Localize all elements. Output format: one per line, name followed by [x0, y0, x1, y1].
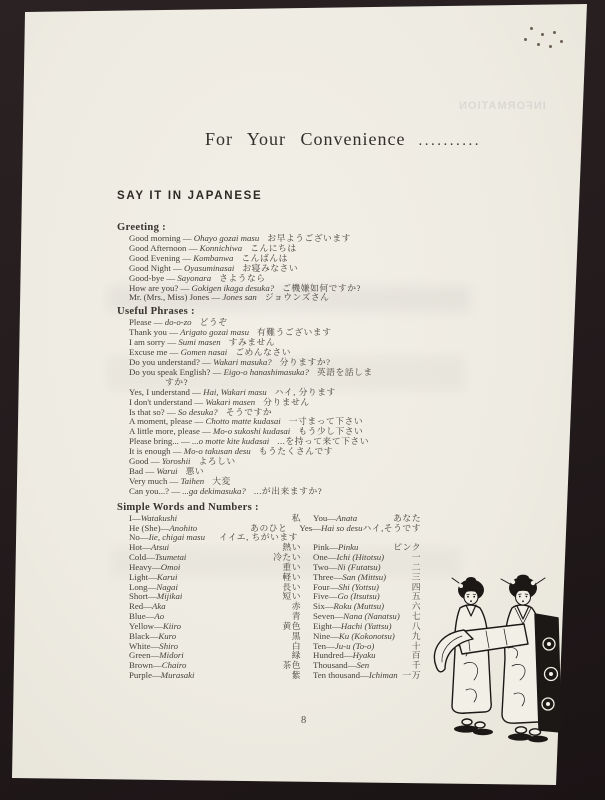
japanese-text: 長い — [282, 581, 301, 592]
japanese-text: 重い — [282, 561, 301, 572]
english-text: Black — [129, 630, 150, 641]
english-text: Cold — [129, 552, 147, 563]
japanese-text: 短い — [282, 591, 301, 602]
japanese-text: こんばんは — [241, 252, 288, 263]
dash-separator: — — [148, 591, 157, 602]
word-cell-left — [129, 671, 301, 681]
english-text: A little more, please — [129, 426, 200, 437]
dash-separator: — — [152, 660, 162, 671]
english-text: Yes — [299, 522, 313, 533]
dash-separator: — — [170, 446, 184, 457]
romaji-text: Pinku — [337, 542, 359, 553]
romaji-text: Kiiro — [162, 620, 182, 631]
english-text: Do you understand? — [129, 356, 200, 367]
dash-separator: — — [326, 640, 335, 651]
romaji-text: Mo-o takusan desu — [183, 446, 251, 457]
dash-separator: — — [186, 242, 200, 253]
romaji-text: Ichi (Hitotsu) — [336, 552, 385, 563]
japanese-text: 熱い — [282, 542, 301, 553]
dash-separator: — — [199, 356, 214, 367]
japanese-text: ハイ, 分ります — [274, 386, 336, 397]
dash-separator: — — [142, 542, 151, 553]
romaji-text: Karui — [156, 571, 178, 582]
romaji-text: Kombanwa — [193, 252, 234, 263]
english-text: Yellow — [129, 620, 155, 631]
japanese-text: ハイ,そうです — [362, 522, 421, 533]
english-text: Good Evening — [129, 252, 181, 263]
phrasebook-sections — [117, 221, 469, 681]
romaji-text: Taihen — [180, 475, 205, 486]
english-text: Blue — [129, 611, 146, 622]
romaji-text: Kuro — [158, 630, 177, 641]
japanese-text: ジョウンズさん — [264, 292, 330, 303]
english-text: Light — [129, 571, 149, 582]
japanese-text: ピンク — [393, 542, 421, 553]
dash-separator: — — [165, 337, 179, 348]
staple-speck — [553, 31, 556, 34]
romaji-text: Hyaku — [352, 650, 376, 661]
romaji-text: Wakari masen — [205, 396, 256, 407]
romaji-text: Mo-o sukoshi kudasai — [213, 426, 291, 437]
japanese-text: 一 — [411, 552, 421, 563]
dash-separator: — — [327, 552, 337, 563]
romaji-text: Iie, chigai masu — [148, 532, 205, 543]
dash-separator: — — [143, 465, 157, 476]
english-text: Thank you — [129, 327, 167, 338]
romaji-text: Sayonara — [177, 272, 212, 283]
romaji-text: Ku (Kokonotsu) — [338, 630, 395, 641]
english-text: Pink — [313, 542, 330, 553]
romaji-text: Ju-u (To-o) — [334, 640, 375, 651]
page-title — [205, 129, 525, 150]
japanese-text: さようなら — [219, 272, 266, 283]
dash-separator: — — [143, 601, 152, 612]
title-trailing-dots: .......... — [418, 133, 481, 149]
dash-separator: — — [154, 620, 163, 631]
english-text: I don't understand — [129, 396, 193, 407]
romaji-text: Mijikai — [156, 591, 183, 602]
romaji-text: ...ga dekimasuka? — [182, 485, 246, 496]
romaji-text: Sumi masen — [178, 337, 221, 348]
word-cell-span — [129, 533, 421, 543]
english-text: I am sorry — [129, 337, 166, 348]
dash-separator: — — [333, 571, 343, 582]
japanese-text: 八 — [411, 620, 421, 631]
word-row — [129, 533, 421, 543]
romaji-text: Konnichiwa — [199, 242, 243, 253]
romaji-text: Wakari masuka? — [213, 356, 272, 367]
page-title-text: For Your Convenience — [205, 129, 406, 149]
dash-separator: — — [210, 366, 224, 377]
english-text: Is that so? — [129, 406, 165, 417]
english-text: Please — [129, 317, 152, 328]
dash-separator: — — [169, 485, 183, 496]
staple-speck — [530, 27, 533, 30]
romaji-text: San (Mittsu) — [342, 571, 387, 582]
english-text: Short — [129, 591, 149, 602]
romaji-text: Tsumetai — [154, 552, 187, 563]
dash-separator: — — [160, 522, 170, 533]
romaji-text: Atsui — [151, 542, 170, 553]
japanese-text: 分りますか? — [279, 356, 331, 367]
romaji-text: Shi (Yottsu) — [338, 581, 379, 592]
english-text: Hundred — [313, 650, 344, 661]
dash-separator: — — [147, 581, 157, 592]
japanese-text: ごめんなさい — [235, 347, 292, 358]
staple-speck — [541, 33, 544, 36]
staple-speck — [549, 45, 552, 48]
dash-separator: — — [151, 317, 165, 328]
japanese-text: 黄色 — [282, 620, 301, 631]
two-geisha-illustration — [428, 572, 564, 748]
greeting-list — [117, 234, 469, 303]
english-text: Good-bye — [129, 272, 165, 283]
japanese-text: 青 — [291, 611, 301, 622]
romaji-text: Omoi — [160, 561, 181, 572]
japanese-text: よろしい — [198, 456, 236, 467]
romaji-text: Anohito — [169, 522, 198, 533]
japanese-text: お早ようございます — [267, 233, 351, 243]
romaji-text: Ohayo gozai masu — [193, 233, 260, 243]
japanese-text: 十 — [411, 640, 421, 651]
japanese-text: イイエ, ちがいます — [219, 532, 298, 543]
english-text: Bad — [129, 465, 144, 476]
english-text: How are you? — [129, 282, 179, 293]
dash-separator: — — [360, 670, 369, 681]
english-text: Good Night — [129, 262, 171, 273]
english-text: Long — [129, 581, 148, 592]
dash-separator: — — [139, 532, 149, 543]
romaji-text: Aka — [151, 601, 166, 612]
staple-speck — [524, 38, 527, 41]
dash-separator: — — [209, 292, 223, 303]
romaji-text: Watakushi — [140, 512, 178, 523]
greeting-heading: Greeting : — [117, 222, 166, 233]
dash-separator: — — [328, 561, 338, 572]
useful-phrases-list — [117, 318, 469, 496]
romaji-text: Murasaki — [160, 670, 195, 681]
dash-separator: — — [149, 630, 159, 641]
dash-separator: — — [167, 475, 181, 486]
english-text: Yes, I understand — [129, 386, 190, 397]
romaji-text: Chotto matte kudasai — [205, 416, 281, 427]
japanese-text: あのひと — [250, 522, 288, 533]
english-text: Very much — [129, 475, 168, 486]
bleed-through-text: INFORMATION — [458, 100, 546, 112]
japanese-text: 千 — [411, 660, 421, 671]
romaji-text: Midori — [159, 650, 184, 661]
dash-separator: — — [329, 542, 338, 553]
japanese-text: ...を持って来て下さい — [277, 436, 370, 447]
english-text: You — [313, 512, 328, 523]
romaji-text: Ao — [154, 611, 165, 622]
japanese-text-continuation: すか? — [165, 376, 188, 387]
japanese-text: 悪い — [185, 465, 205, 476]
dash-separator: — — [343, 650, 353, 661]
dash-separator: — — [180, 252, 194, 263]
useful-phrases-heading: Useful Phrases : — [117, 306, 195, 318]
romaji-text: Hai, Wakari masu — [203, 386, 267, 397]
romaji-text: Gokigen ikaga desuka? — [191, 282, 275, 293]
word-cell-right — [299, 524, 421, 534]
romaji-text: Oyasuminasai — [184, 262, 235, 273]
japanese-text: 黒 — [291, 630, 301, 641]
dash-separator: — — [180, 233, 194, 243]
english-text: No — [129, 532, 140, 543]
english-text: Four — [313, 581, 330, 592]
english-text: Good morning — [129, 233, 181, 243]
dash-separator: — — [145, 611, 155, 622]
romaji-text: Hachi (Yattsu) — [340, 620, 392, 631]
romaji-text: Jones san — [222, 292, 257, 303]
romaji-text: Go (Itsutsu) — [337, 591, 380, 602]
page-number: 8 — [301, 715, 307, 726]
romaji-text: Anata — [336, 512, 358, 523]
dash-separator: — — [189, 386, 204, 397]
japanese-text: 一万 — [402, 670, 421, 681]
simple-words-heading: Simple Words and Numbers : — [117, 501, 259, 513]
romaji-text: do-o-zo — [164, 317, 192, 328]
japanese-text: 分りません — [263, 396, 310, 407]
japanese-text: あなた — [393, 512, 421, 523]
dash-separator: — — [199, 426, 214, 437]
dash-separator: — — [330, 630, 339, 641]
japanese-text: 白 — [291, 640, 301, 651]
english-text: It is enough — [129, 446, 171, 457]
japanese-text: ...が出来ますか? — [253, 485, 323, 496]
word-cell-right — [313, 671, 421, 681]
dash-separator: — — [166, 327, 181, 338]
dash-separator: — — [312, 522, 321, 533]
dash-separator: — — [148, 456, 162, 467]
dash-separator: — — [178, 282, 192, 293]
english-text: Three — [313, 571, 334, 582]
japanese-text: 英語を話しま — [316, 366, 373, 377]
japanese-text: ご機嫌如何ですか? — [282, 282, 361, 293]
japanese-text: 紫 — [291, 670, 301, 681]
english-text: I — [129, 512, 132, 523]
staple-speck — [560, 40, 563, 43]
japanese-text: 四 — [411, 581, 421, 592]
dash-separator: — — [329, 581, 339, 592]
dash-separator: — — [332, 620, 341, 631]
english-text: White — [129, 640, 151, 651]
dash-separator: — — [164, 272, 178, 283]
simple-words-table — [129, 514, 421, 681]
english-text: Good Afternoon — [129, 242, 187, 253]
romaji-text: Chairo — [161, 660, 187, 671]
japanese-text: 軽い — [282, 571, 301, 582]
dash-separator: — — [192, 416, 206, 427]
english-text: Ten thousand — [313, 670, 361, 681]
romaji-text: ...o motte kite kudasai — [192, 436, 270, 447]
japanese-text: 赤 — [291, 601, 301, 612]
romaji-text: Ni (Futatsu) — [337, 561, 381, 572]
dash-separator: — — [324, 601, 334, 612]
romaji-text: Shiro — [159, 640, 179, 651]
english-text: Hot — [129, 542, 143, 553]
english-text: Mr. (Mrs., Miss) Jones — [129, 292, 210, 303]
dash-separator: — — [150, 640, 160, 651]
english-text: Six — [313, 601, 325, 612]
japanese-text: こんにちは — [250, 242, 297, 253]
dash-separator: — — [328, 591, 338, 602]
japanese-text: 三 — [411, 571, 421, 582]
english-text: Brown — [129, 660, 153, 671]
romaji-text: Eigo-o hanashimasuka? — [223, 366, 309, 377]
english-text: Nine — [313, 630, 331, 641]
dash-separator: — — [167, 347, 181, 358]
japanese-text: 九 — [411, 630, 421, 641]
staple-speck — [537, 43, 540, 46]
dash-separator: — — [148, 571, 157, 582]
japanese-text: 五 — [411, 591, 421, 602]
romaji-text: Sen — [356, 660, 370, 671]
english-text: A moment, please — [129, 416, 193, 427]
japanese-text: もう少し下さい — [298, 426, 364, 437]
english-text: One — [313, 552, 328, 563]
english-text: Do you speak English? — [129, 366, 211, 377]
japanese-text: 七 — [411, 611, 421, 622]
romaji-text: Yoroshii — [161, 456, 191, 467]
english-text: Two — [313, 561, 329, 572]
romaji-text: Gomen nasai — [180, 347, 228, 358]
japanese-text: 百 — [411, 650, 421, 661]
english-text: Ten — [313, 640, 327, 651]
dash-separator: — — [151, 561, 161, 572]
english-text: Purple — [129, 670, 152, 681]
japanese-text: 茶色 — [282, 660, 301, 671]
romaji-text: Hai so desu — [320, 522, 363, 533]
romaji-text: Ichiman — [368, 670, 398, 681]
english-text: Can you...? — [129, 485, 170, 496]
word-row — [129, 671, 421, 681]
dash-separator: — — [192, 396, 206, 407]
romaji-text: Nagai — [156, 581, 178, 592]
english-text: Good — [129, 456, 149, 467]
japanese-text: 二 — [411, 561, 421, 572]
japanese-text: 有難うございます — [257, 327, 332, 338]
english-text: Seven — [313, 611, 335, 622]
japanese-text: 六 — [411, 601, 421, 612]
japanese-text: すみません — [228, 337, 276, 348]
dash-separator: — — [347, 660, 357, 671]
dash-separator: — — [146, 552, 155, 563]
romaji-text: Warui — [156, 465, 178, 476]
romaji-text: Nana (Nanatsu) — [343, 611, 400, 622]
section-header-say-it-in-japanese: SAY IT IN JAPANESE — [117, 190, 263, 202]
japanese-text: 一寸まって下さい — [288, 416, 364, 427]
romaji-text: So desuka? — [177, 406, 218, 417]
dash-separator: — — [178, 436, 193, 447]
romaji-text: Roku (Muttsu) — [333, 601, 385, 612]
dash-separator: — — [164, 406, 178, 417]
japanese-text: 大変 — [212, 475, 231, 486]
japanese-text: そうですか — [225, 406, 273, 417]
dash-separator: — — [327, 512, 337, 523]
japanese-text: 緑 — [291, 650, 301, 661]
japanese-text: お寝みなさい — [242, 262, 299, 273]
japanese-text: どうぞ — [199, 317, 228, 328]
dash-separator: — — [131, 512, 141, 523]
dash-separator: — — [170, 262, 184, 273]
english-text: Heavy — [129, 561, 152, 572]
english-text: Red — [129, 601, 144, 612]
english-text: Excuse me — [129, 347, 168, 358]
english-text: Please bring... — [129, 436, 179, 447]
dash-separator: — — [151, 670, 161, 681]
romaji-text: Arigato gozai masu — [180, 327, 249, 338]
phrase-row — [117, 368, 469, 388]
japanese-text: 私 — [291, 512, 301, 523]
english-text: Five — [313, 591, 329, 602]
japanese-text: もうたくさんです — [258, 446, 334, 457]
dash-separator: — — [150, 650, 160, 661]
phrase-row — [117, 293, 469, 303]
english-text: He (She) — [129, 522, 161, 533]
dash-separator: — — [334, 611, 344, 622]
phrase-row — [117, 487, 469, 497]
english-text: Eight — [313, 620, 333, 631]
japanese-text: 冷たい — [273, 552, 301, 563]
english-text: Green — [129, 650, 151, 661]
english-text: Thousand — [313, 660, 348, 671]
